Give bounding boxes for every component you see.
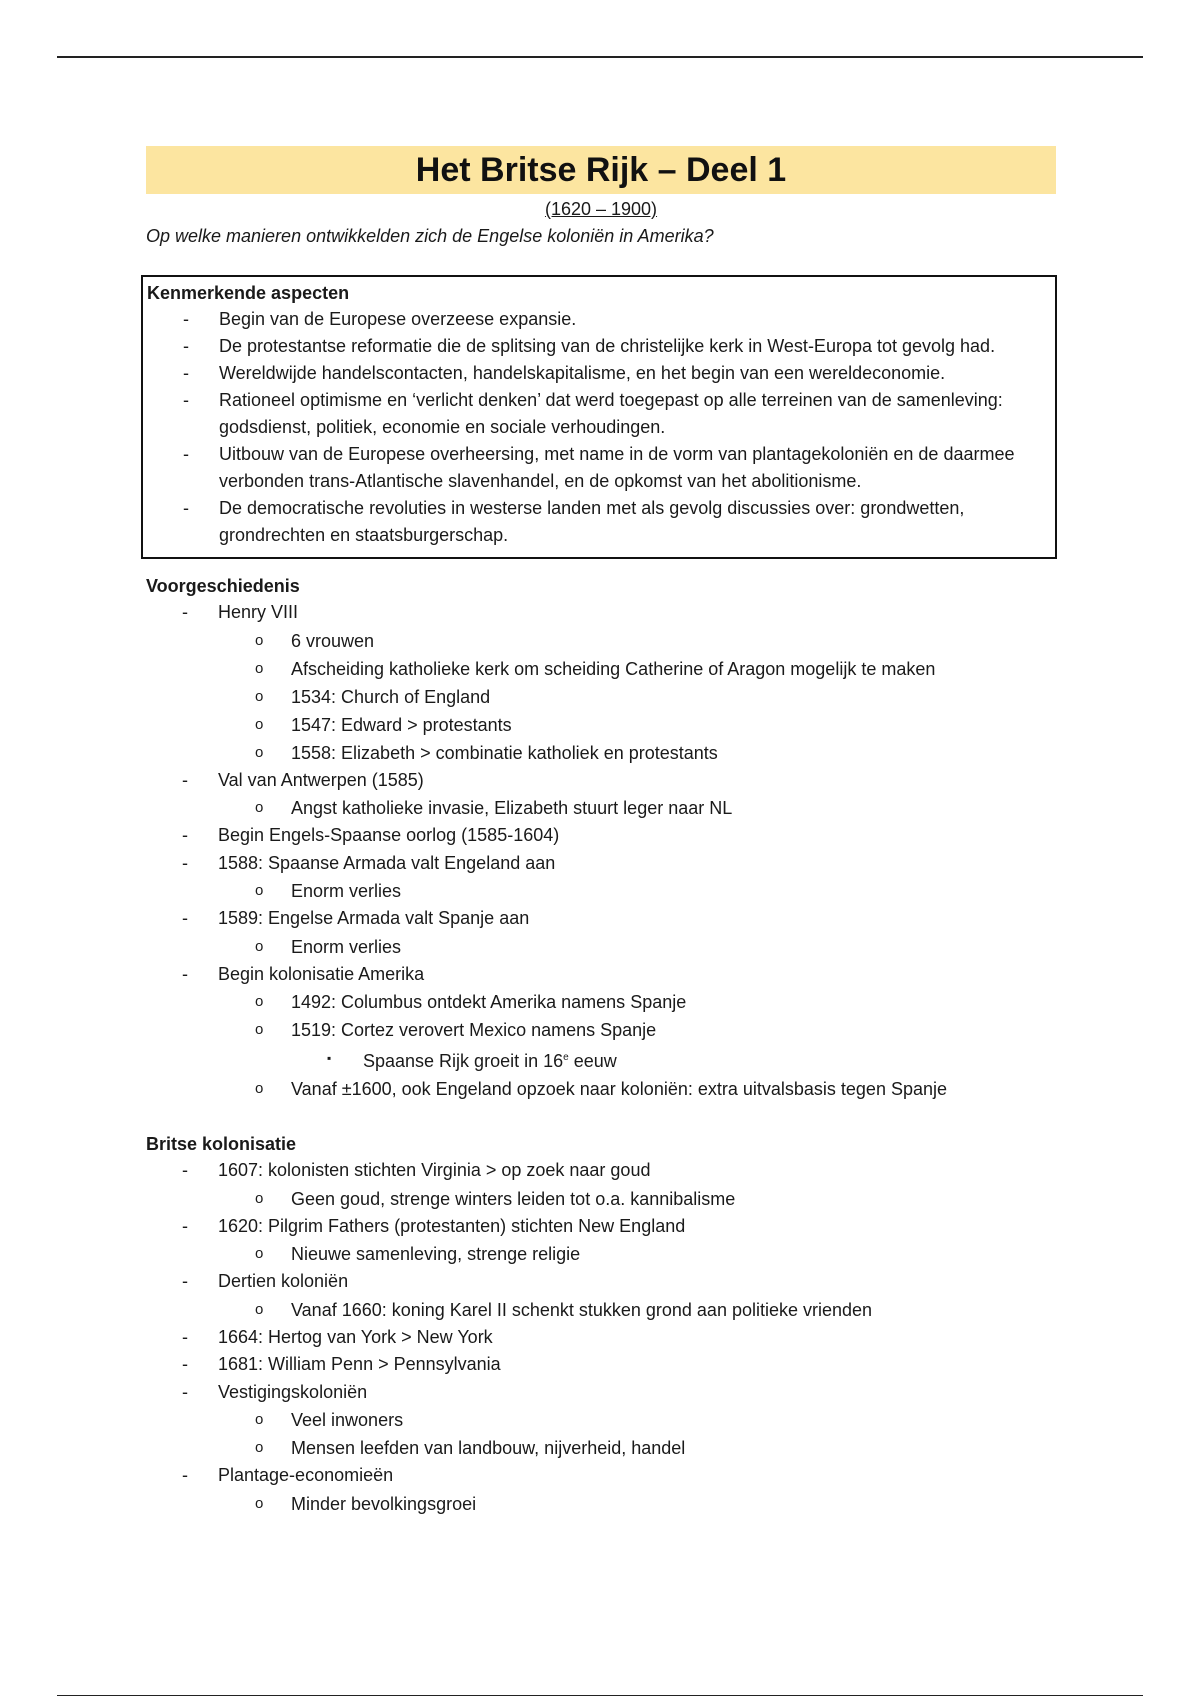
- circle-bullet: o: [255, 1439, 264, 1456]
- dash-bullet: -: [182, 852, 188, 873]
- circle-bullet: o: [255, 937, 264, 955]
- page-title: Het Britse Rijk – Deel 1: [146, 146, 1056, 194]
- dash-bullet: -: [182, 1160, 188, 1180]
- sub-list-item: o 1534: Church of England: [146, 683, 1056, 711]
- sub-list-item: o Geen goud, strenge winters leiden tot o.a. kannibalisme: [146, 1185, 1056, 1213]
- list-item: - De democratische revoluties in westerse landen met als gevolg discussies over: grondwetten, grondrechten en staatsburgerschap.: [147, 495, 1049, 549]
- dash-bullet: -: [183, 336, 189, 356]
- circle-bullet: o: [255, 715, 264, 733]
- dash-bullet: -: [183, 498, 189, 518]
- sub-list-item: o Minder bevolkingsgroei: [146, 1490, 1056, 1518]
- circle-bullet: o: [255, 687, 264, 705]
- dash-bullet: -: [183, 363, 189, 383]
- sub-list-item: o Mensen leefden van landbouw, nijverheid, handel: [146, 1434, 1056, 1462]
- list-item: - Begin van de Europese overzeese expansie.: [147, 306, 1049, 333]
- list-item: - 1620: Pilgrim Fathers (protestanten) stichten New England o Nieuwe samenleving, strenge religie: [146, 1213, 1056, 1269]
- sub-list-item: o 1558: Elizabeth > combinatie katholiek en protestants: [146, 739, 1056, 767]
- british-colonization-list: [146, 1157, 1056, 1518]
- circle-bullet: o: [255, 799, 264, 816]
- list-item: - Plantage-economieën o Minder bevolkingsgroei: [146, 1462, 1056, 1518]
- sub-sub-list-item: ▪ Spaanse Rijk groeit in 16e eeuw: [146, 1044, 1056, 1075]
- circle-bullet: o: [255, 659, 264, 677]
- research-question: Op welke manieren ontwikkelden zich de Engelse koloniën in Amerika?: [146, 226, 714, 246]
- sub-list-item: o Veel inwoners: [146, 1406, 1056, 1434]
- circle-bullet: o: [255, 1245, 264, 1262]
- list-item: - 1607: kolonisten stichten Virginia > op zoek naar goud o Geen goud, strenge winters leiden tot o.a. kannibalisme: [146, 1157, 1056, 1213]
- list-item: - 1664: Hertog van York > New York: [146, 1324, 1056, 1352]
- dash-bullet: -: [182, 1354, 188, 1374]
- circle-bullet: o: [255, 882, 264, 899]
- footer-rule: [57, 1695, 1143, 1696]
- circle-bullet: o: [255, 1021, 264, 1038]
- sub-list-item: o Nieuwe samenleving, strenge religie: [146, 1240, 1056, 1268]
- dash-bullet: -: [183, 390, 189, 410]
- list-item: - Val van Antwerpen (1585) o Angst katholieke invasie, Elizabeth stuurt leger naar NL: [146, 767, 1056, 823]
- document-page: [146, 146, 1056, 1518]
- sub-list-item: o 1492: Columbus ontdekt Amerika namens Spanje: [146, 988, 1056, 1016]
- sub-list-item: o Enorm verlies: [146, 933, 1056, 961]
- british-colonization-heading: Britse kolonisatie: [146, 1134, 297, 1154]
- list-item: - Vestigingskoloniën o Veel inwoners o Mensen leefden van landbouw, nijverheid, handel: [146, 1379, 1056, 1463]
- list-item: - 1589: Engelse Armada valt Spanje aan o Enorm verlies: [146, 905, 1056, 961]
- dash-bullet: -: [182, 1381, 188, 1402]
- list-item: - Henry VIII o 6 vrouwen o Afscheiding katholieke kerk om scheiding Catherine of Aragon mogelijk te maken o 1534: Church of England o 1547: Edward > protestants o 1558: Elizabeth > combinatie katholiek en protestants: [146, 599, 1056, 767]
- key-aspects-list: [147, 306, 1049, 549]
- prehistory-section: [146, 573, 1056, 1103]
- dash-bullet: -: [182, 1326, 188, 1347]
- sub-list-item: o 1547: Edward > protestants: [146, 711, 1056, 739]
- key-aspects-box: [141, 275, 1057, 559]
- dash-bullet: -: [183, 309, 189, 329]
- list-item: - De protestantse reformatie die de splitsing van de christelijke kerk in West-Europa tot gevolg had.: [147, 333, 1049, 360]
- sub-list-item: o Afscheiding katholieke kerk om scheiding Catherine of Aragon mogelijk te maken: [146, 655, 1056, 683]
- prehistory-list: [146, 599, 1056, 1103]
- list-item: - Begin kolonisatie Amerika o 1492: Columbus ontdekt Amerika namens Spanje o 1519: Cortez verovert Mexico namens Spanje ▪ Spaanse Rijk groeit in 16e eeuw o Vanaf ±1600, ook Engeland opzoek naar koloniën: extra uitvalsbasis tegen Spanje: [146, 961, 1056, 1104]
- key-aspects-heading: Kenmerkende aspecten: [147, 283, 350, 303]
- circle-bullet: o: [255, 1411, 264, 1428]
- list-item: - Rationeel optimisme en ‘verlicht denken’ dat werd toegepast op alle terreinen van de samenleving: godsdienst, politiek, economie en sociale verhoudingen.: [147, 387, 1049, 441]
- sub-list-item: o 6 vrouwen: [146, 627, 1056, 655]
- dash-bullet: -: [182, 825, 188, 845]
- dash-bullet: -: [182, 908, 188, 928]
- dash-bullet: -: [182, 1215, 188, 1236]
- circle-bullet: o: [255, 993, 264, 1010]
- circle-bullet: o: [255, 743, 264, 761]
- sub-list-item: o 1519: Cortez verovert Mexico namens Spanje ▪ Spaanse Rijk groeit in 16e eeuw: [146, 1016, 1056, 1075]
- list-item: - 1588: Spaanse Armada valt Engeland aan o Enorm verlies: [146, 850, 1056, 906]
- prehistory-heading: Voorgeschiedenis: [146, 576, 300, 596]
- circle-bullet: o: [255, 1080, 264, 1097]
- list-item: - Uitbouw van de Europese overheersing, met name in de vorm van plantagekoloniën en de daarmee verbonden trans-Atlantische slavenhandel, en de opkomst van het abolitionisme.: [147, 441, 1049, 495]
- period-subtitle: (1620 – 1900): [544, 199, 658, 219]
- list-item: - Dertien koloniën o Vanaf 1660: koning Karel II schenkt stukken grond aan politieke vrienden: [146, 1268, 1056, 1324]
- list-item: - Begin Engels-Spaanse oorlog (1585-1604): [146, 822, 1056, 850]
- circle-bullet: o: [255, 1300, 264, 1318]
- dash-bullet: -: [182, 602, 188, 622]
- list-item: - 1681: William Penn > Pennsylvania: [146, 1351, 1056, 1379]
- dash-bullet: -: [183, 444, 189, 464]
- circle-bullet: o: [255, 631, 264, 649]
- sub-list-item: o Vanaf 1660: koning Karel II schenkt stukken grond aan politieke vrienden: [146, 1296, 1056, 1324]
- square-bullet: ▪: [327, 1051, 332, 1065]
- dash-bullet: -: [182, 1465, 188, 1485]
- british-colonization-section: [146, 1131, 1056, 1518]
- dash-bullet: -: [182, 1271, 188, 1291]
- sub-list-item: o Enorm verlies: [146, 877, 1056, 905]
- list-item: - Wereldwijde handelscontacten, handelskapitalisme, en het begin van een wereldeconomie.: [147, 360, 1049, 387]
- circle-bullet: o: [255, 1494, 264, 1512]
- dash-bullet: -: [182, 769, 188, 790]
- sub-list-item: o Vanaf ±1600, ook Engeland opzoek naar koloniën: extra uitvalsbasis tegen Spanje: [146, 1075, 1056, 1103]
- circle-bullet: o: [255, 1189, 264, 1207]
- header-rule: [57, 56, 1143, 58]
- dash-bullet: -: [182, 963, 188, 984]
- sub-list-item: o Angst katholieke invasie, Elizabeth stuurt leger naar NL: [146, 794, 1056, 822]
